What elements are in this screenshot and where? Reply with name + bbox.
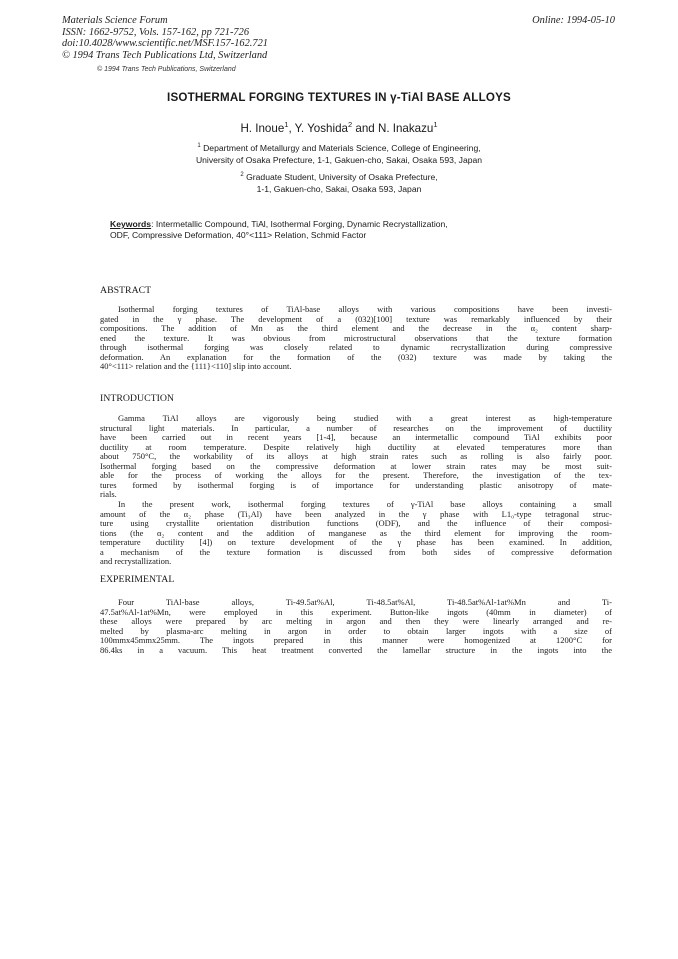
keywords-block: Keywords: Intermetallic Compound, TiAl, Isothermal Forging, Dynamic Recrystallization, ODF, Compressive Deformation, 40°<111> Relation, Schmid Factor bbox=[110, 219, 448, 241]
abstract-paragraph: Isothermal forging textures of TiAl-base alloys with various compositions have been investi- gated in the γ phase. The development of a (032)[100] texture was remarkably influenced by their compositions. The addition of Mn as the third element and the decrease in the α₂ content sharp- ened the texture. It was obvious from microstructural observations that the texture formation through isothermal forging was closely related to dynamic recrystallization during compressive deformation. An explanation for the formation of the (032) texture was made by taking the 40°<111> relation and the {111}<110] slip into account. bbox=[100, 304, 612, 372]
author-name: Y. Yoshida bbox=[294, 121, 348, 135]
affiliation-1: $^1$ Department of Metallurgy and Materials Science, College of Engineering, University of Osaka Prefecture, 1-1, Gakuen-cho, Sakai, Osaka 593, Japan bbox=[195, 142, 483, 165]
section-heading-introduction: INTRODUCTION bbox=[100, 393, 175, 404]
introduction-paragraph-1: Gamma TiAl alloys are vigorously being studied with a great interest as high-temperature structural light materials. In particular, a number of researches on the improvement of ductility have been carried out in recent years [1-4], because an intermetallic compound TiAl exhibits poor ductility at room temperature. Despite relatively high ductility at elevated temperatures more than about 750°C, the workability of its alloys at high strain rates such as rolling is also fairly poor. Isothermal forging based on the compressive deformation at lower strain rates may be most suit- able for the process of working the alloys for the present. Therefore, the investigation of the tex- tures formed by isothermal forging is of importance for understanding plastic anisotropy of mate- rials. bbox=[100, 413, 612, 500]
online-date: Online: 1994-05-10 bbox=[532, 15, 615, 26]
keywords-label: Keywords bbox=[110, 219, 152, 229]
journal-name: Materials Science Forum bbox=[62, 15, 168, 26]
copyright-line: © 1994 Trans Tech Publications Ltd, Switzerland bbox=[62, 49, 268, 61]
introduction-paragraph-2: In the present work, isothermal forging textures of γ-TiAl base alloys containing a small amount of the α₂ phase (Ti₃Al) have been analyzed in the γ phase with L1₀-type tetragonal struc- ture using crystallite orientation distribution functions (ODF), and the influence of their composi- tions (the α₂ content and the addition of manganese as the third element for improving the room- temperature ductility [4]) on texture development of the γ phase has been examined. In addition, a mechanism of the texture formation is discussed from both sides of compressive deformation and recrystallization. bbox=[100, 499, 612, 567]
section-heading-abstract: ABSTRACT bbox=[100, 285, 152, 296]
author-affil-mark: 2 bbox=[347, 120, 353, 129]
author-list: H. Inoue$^1$, Y. Yoshida$^2$ and N. Inakazu$^1$ bbox=[240, 120, 438, 135]
author-name: H. Inoue bbox=[240, 121, 285, 135]
publication-metadata bbox=[62, 15, 268, 61]
section-heading-experimental: EXPERIMENTAL bbox=[100, 574, 175, 585]
author-affil-mark: 1 bbox=[433, 120, 438, 129]
doi-line[interactable]: doi:10.4028/www.scientific.net/MSF.157-162.721 bbox=[62, 38, 268, 50]
author-affil-mark: 1 bbox=[284, 120, 289, 129]
affiliation-2: $^2$ Graduate Student, University of Osaka Prefecture, 1-1, Gakuen-cho, Sakai, Osaka 593, Japan bbox=[240, 171, 438, 194]
issn-line: ISSN: 1662-9752, Vols. 157-162, pp 721-726 bbox=[62, 26, 250, 38]
original-copyright: © 1994 Trans Tech Publications, Switzerland bbox=[97, 66, 236, 73]
author-name: N. Inakazu bbox=[377, 121, 434, 135]
experimental-paragraph: Four TiAl-base alloys, Ti-49.5at%Al, Ti-48.5at%Al, Ti-48.5at%Al-1at%Mn and Ti- 47.5at%Al-1at%Mn, were employed in this experiment. Button-like ingots (40mm in diameter) of these alloys were prepared by arc melting in argon and then they were linearly arranged and re- melted by plasma-arc melting in argon in order to obtain larger ingots with a size of 100mmx45mmx25mm. The ingots prepared in this manner were homogenized at 1200°C for 86.4ks in a vacuum. This heat treatment converted the lamellar structure in the ingots into the bbox=[100, 597, 612, 655]
paper-title: ISOTHERMAL FORGING TEXTURES IN γ-TiAl BASE ALLOYS bbox=[167, 91, 511, 104]
